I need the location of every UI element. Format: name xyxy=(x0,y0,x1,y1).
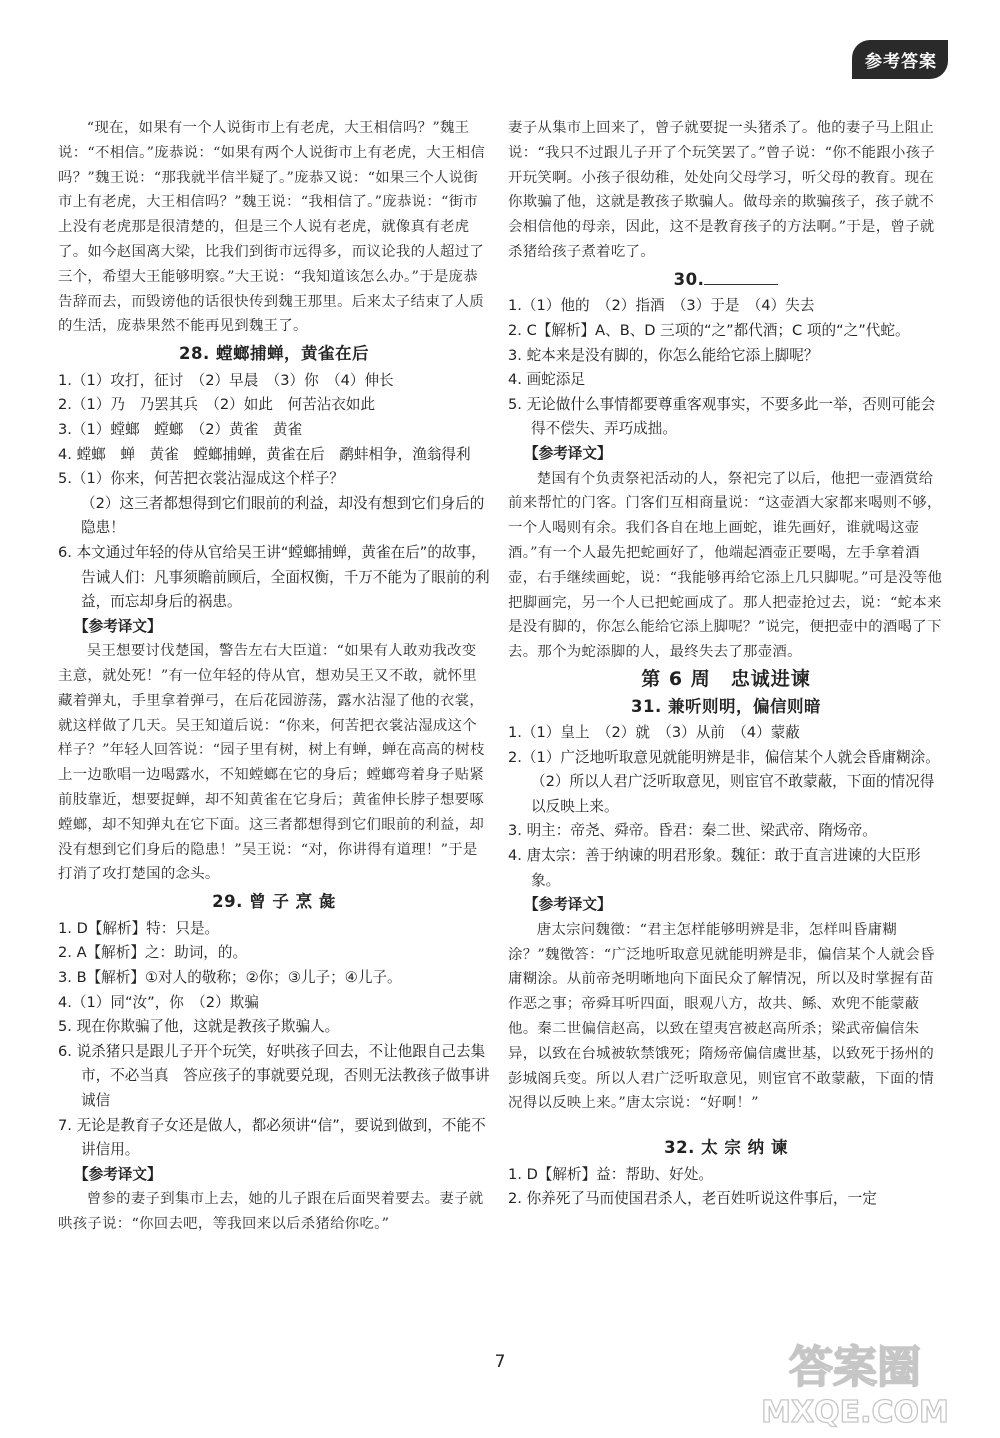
page-number: 7 xyxy=(494,1352,506,1372)
s30-item-3: 3. 蛇本来是没有脚的，你怎么能给它添上脚呢？ xyxy=(508,346,819,364)
s28-item-1: 1.（1）攻打，征讨 （2）早晨 （3）你 （4）伸长 xyxy=(58,371,394,389)
s29-item-6: 6. 说杀猪只是跟儿子开个玩笑，好哄孩子回去，不让他跟自己去集市，不必当真 答应孩子的事就要兑现，否则无法教孩子做事讲诚信 xyxy=(58,1042,490,1110)
s31-ref-heading: 【参考译文】 xyxy=(524,896,612,914)
s29-translation-continued: 妻子从集市上回来了，曾子就要捉一头猪杀了。他的妻子马上阻止说：“我只不过跟儿子开了个玩笑罢了。”曾子说：“你不能跟小孩子开玩笑啊。小孩子很幼稚，处处向父母学习，听父母的教育。现在你欺骗了他，这就是教孩子欺骗人。做母亲的欺骗孩子，孩子就不会相信他的母亲，因此，这不是教育孩子的方法啊。”于是，曾子就杀猪给孩子煮着吃了。 xyxy=(508,120,936,260)
s27-translation-continued: “现在，如果有一个人说街市上有老虎，大王相信吗？”魏王说：“不相信。”庞恭说：“如果有两个人说街市上有老虎，大王相信吗？”魏王说：“那我就半信半疑了。”庞恭又说：“如果三个人说街市上有老虎，大王相信吗？”魏王说：“我相信了。”庞恭说：“街市上没有老虎那是很清楚的，但是三个人说有老虎，就像真有老虎了。如今赵国离大梁，比我们到街市远得多，而议论我的人超过了三个，希望大王能够明察。”大王说：“我知道该怎么办。”于是庞恭告辞而去，而毁谤他的话很快传到魏王那里。后来太子结束了人质的生活，庞恭果然不能再见到魏王了。 xyxy=(58,120,486,335)
left-column xyxy=(58,116,490,1237)
s29-item-5: 5. 现在你欺骗了他，这就是教孩子欺骗人。 xyxy=(58,1018,340,1036)
s31-item-2: 2.（1）广泛地听取意见就能明辨是非，偏信某个人就会昏庸糊涂。 xyxy=(508,748,940,766)
section-31-title: 31. 兼听则明，偏信则暗 xyxy=(631,696,821,716)
s29-item-3: 3. B【解析】①对人的敬称；②你；③儿子；④儿子。 xyxy=(58,969,402,987)
s29-ref-heading: 【参考译文】 xyxy=(74,1165,162,1183)
s32-item-2: 2. 你养死了马而使国君杀人，老百姓听说这件事后，一定 xyxy=(508,1190,877,1208)
week-6-title: 第 6 周 忠诚进谏 xyxy=(641,667,811,690)
s28-ref-heading: 【参考译文】 xyxy=(74,617,162,635)
s29-translation-start: 曾参的妻子到集市上去，她的儿子跟在后面哭着要去。妻子就哄孩子说：“你回去吧，等我回来以后杀猪给你吃。” xyxy=(58,1191,484,1233)
s30-translation: 楚国有个负责祭祀活动的人，祭祀完了以后，他把一壶酒赏给前来帮忙的门客。门客们互相商量说：“这壶酒大家都来喝则不够，一个人喝则有余。我们各自在地上画蛇，谁先画好，谁就喝这壶酒。”有一个人最先把蛇画好了，他端起酒壶正要喝，左手拿着酒壶，右手继续画蛇，说：“我能够再给它添上几只脚呢。”可是没等他把脚画完，另一个人已把蛇画成了。那人把壶抢过去，说：“蛇本来是没有脚的，你怎么能给它添上脚呢？”说完，便把壶中的酒喝了下去。那个为蛇添脚的人，最终失去了那壶酒。 xyxy=(508,470,943,661)
section-28-title: 28. 螳螂捕蝉，黄雀在后 xyxy=(179,344,369,364)
watermark-title: 答案圈 xyxy=(789,1342,921,1393)
s28-item-5: 5.（1）你来，何苦把衣裳沾湿成这个样子？ xyxy=(58,470,344,488)
title-blank-line xyxy=(704,270,778,285)
s30-item-5: 5. 无论做什么事情都要尊重客观事实，不要多此一举，否则可能会得不偿失、弄巧成拙。 xyxy=(508,395,936,438)
right-column xyxy=(508,116,944,1212)
section-29-title: 29. 曾 子 烹 彘 xyxy=(212,892,336,912)
s30-ref-heading: 【参考译文】 xyxy=(524,444,612,462)
watermark-domain: MXQE.COM xyxy=(761,1395,949,1430)
section-30-title xyxy=(508,268,944,293)
s31-translation: 唐太宗问魏徵：“君主怎样能够明辨是非，怎样叫昏庸糊涂？”魏徵答：“广泛地听取意见就能明辨是非，偏信某个人就会昏庸糊涂。从前帝尧明晰地向下面民众了解情况，所以及时掌握有苗作恶之事；帝舜耳听四面，眼观八方，故共、鲧、欢兜不能蒙蔽他。秦二世偏信赵高，以致在望夷宫被赵高所杀；梁武帝偏信朱异，以致在台城被软禁饿死；隋炀帝偏信虞世基，以致死于扬州的彭城阁兵变。所以人君广泛听取意见，则宦官不敢蒙蔽，下面的情况得以反映上来。”唐太宗说：“好啊！” xyxy=(508,921,935,1112)
s31-item-4: 4. 唐太宗：善于纳谏的明君形象。魏征：敢于直言进谏的大臣形象。 xyxy=(508,847,921,889)
s28-translation: 吴王想要讨伐楚国，警告左右大臣道：“如果有人敢劝我改变主意，就处死！”有一位年轻的侍从官，想劝吴王又不敢，就怀里藏着弹丸，手里拿着弹弓，在后花园游荡，露水沾湿了他的衣裳，就这样做了几天。吴王知道后说：“你来，何苦把衣裳沾湿成这个样子？”年轻人回答说：“园子里有树，树上有蝉，蝉在高高的树枝上一边歌唱一边喝露水，不知螳螂在它的身后；螳螂弯着身子贴紧前肢靠近，想要捉蝉，却不知黄雀在它身后；黄雀伸长脖子想要啄螳螂，却不知弹丸在它下面。这三者都想得到它们眼前的利益，却没有想到它们身后的隐患！”吴王说：“对，你讲得有道理！”于是打消了攻打楚国的念头。 xyxy=(58,643,485,883)
s28-item-4: 4. 螳螂 蝉 黄雀 螳螂捕蝉，黄雀在后 鹬蚌相争，渔翁得利 xyxy=(58,445,471,463)
s28-item-3: 3.（1）螳螂 螳螂 （2）黄雀 黄雀 xyxy=(58,420,303,438)
s30-item-1: 1.（1）他的 （2）指酒 （3）于是 （4）失去 xyxy=(508,297,815,315)
s32-item-1: 1. D【解析】益：帮助、好处。 xyxy=(508,1165,713,1183)
s31-item-2-cont: （2）所以人君广泛听取意见，则宦官不敢蒙蔽，下面的情况得以反映上来。 xyxy=(531,773,935,815)
s30-item-4: 4. 画蛇添足 xyxy=(508,371,585,389)
s31-item-3: 3. 明主：帝尧、舜帝。昏君：秦二世、梁武帝、隋炀帝。 xyxy=(508,822,877,840)
s29-item-2: 2. A【解析】之：助词，的。 xyxy=(58,944,248,962)
s28-item-2: 2.（1）乃 乃罢其兵 （2）如此 何苦沾衣如此 xyxy=(58,396,376,414)
s28-item-5-cont: （2）这三者都想得到它们眼前的利益，却没有想到它们身后的隐患！ xyxy=(81,494,485,537)
s29-item-7: 7. 无论是教育子女还是做人，都必须讲“信”，要说到做到，不能不讲信用。 xyxy=(58,1116,486,1159)
section-32-title: 32. 太 宗 纳 谏 xyxy=(664,1138,788,1158)
site-watermark-logo xyxy=(720,1330,990,1430)
s30-item-2: 2. C【解析】A、B、D 三项的“之”都代酒；C 项的“之”代蛇。 xyxy=(508,321,910,339)
answer-key-badge: 参考答案 xyxy=(852,40,948,79)
s29-item-4: 4.（1）同“汝”，你 （2）欺骗 xyxy=(58,993,259,1011)
s31-item-1: 1.（1）皇上 （2）就 （3）从前 （4）蒙蔽 xyxy=(508,724,800,742)
s29-item-1: 1. D【解析】特：只是。 xyxy=(58,919,220,937)
s28-item-6: 6. 本文通过年轻的侍从官给吴王讲“螳螂捕蝉，黄雀在后”的故事，告诫人们：凡事须瞻前顾后，全面权衡，千万不能为了眼前的利益，而忘却身后的祸患。 xyxy=(58,543,490,611)
section-30-number: 30. xyxy=(673,269,705,289)
